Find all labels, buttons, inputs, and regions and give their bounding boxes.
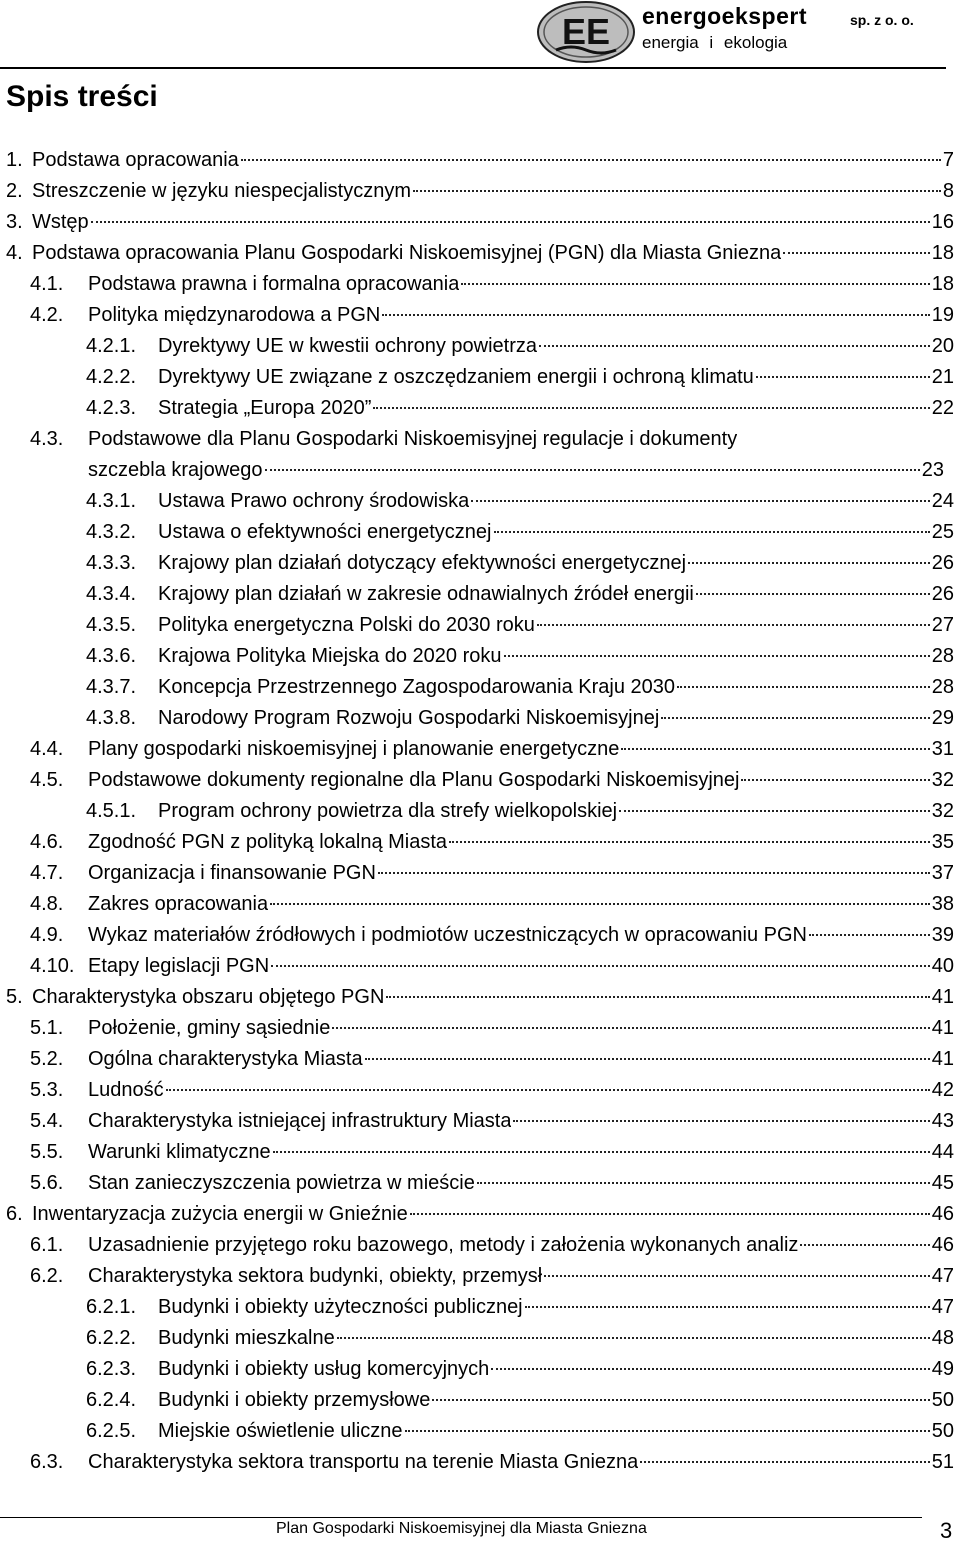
- toc-entry-continuation[interactable]: [88, 455, 944, 485]
- toc-entry-page: 19: [931, 304, 954, 326]
- toc-entry-page: 31: [931, 738, 954, 760]
- toc-entry-number: 4.9.: [30, 924, 64, 946]
- toc-entry[interactable]: [86, 641, 954, 671]
- toc-entry[interactable]: [30, 734, 954, 764]
- toc-entry-page: 28: [931, 676, 954, 698]
- toc-entry-page: 41: [931, 1048, 954, 1070]
- toc-leader-dots: [91, 221, 930, 223]
- toc-entry[interactable]: [30, 1075, 954, 1105]
- toc-entry-page: 26: [931, 583, 954, 605]
- toc-entry[interactable]: [30, 269, 954, 299]
- toc-entry-page: 29: [931, 707, 954, 729]
- toc-entry-page: 21: [931, 366, 954, 388]
- toc-entry-number: 4.3.6.: [86, 645, 137, 667]
- toc-entry-number: 4.7.: [30, 862, 64, 884]
- toc-leader-dots: [166, 1089, 930, 1091]
- toc-entry[interactable]: [86, 610, 954, 640]
- toc-entry[interactable]: [30, 1447, 954, 1477]
- toc-entry-page: 38: [931, 893, 954, 915]
- toc-entry-title: Uzasadnienie przyjętego roku bazowego, metody i założenia wykonanych analiz: [88, 1234, 799, 1256]
- toc-entry[interactable]: [30, 889, 954, 919]
- footer-page-number: 3: [940, 1518, 953, 1543]
- toc-entry[interactable]: [86, 1323, 954, 1353]
- toc-entry[interactable]: [86, 393, 954, 423]
- toc-entry[interactable]: [86, 579, 954, 609]
- toc-entry-title: Krajowy plan działań dotyczący efektywności energetycznej: [158, 552, 687, 574]
- toc-entry-title: Miejskie oświetlenie uliczne: [158, 1420, 403, 1442]
- toc-entry[interactable]: [30, 951, 954, 981]
- toc-leader-dots: [265, 469, 920, 471]
- toc-entry-title: Krajowa Polityka Miejska do 2020 roku: [158, 645, 502, 667]
- toc-entry-title: Ludność: [88, 1079, 164, 1101]
- toc-entry-page: 7: [942, 149, 954, 171]
- toc-entry-number: 6.2.: [30, 1265, 64, 1287]
- toc-entry[interactable]: [30, 1230, 954, 1260]
- footer-divider: [0, 1517, 922, 1518]
- toc-entry-number: 4.2.1.: [86, 335, 137, 357]
- toc-entry[interactable]: [86, 517, 954, 547]
- toc-entry-number: 5.6.: [30, 1172, 64, 1194]
- toc-entry-number: 4.3.1.: [86, 490, 137, 512]
- toc-entry-number: 6.2.1.: [86, 1296, 137, 1318]
- toc-title: Spis treści: [6, 80, 158, 113]
- page-header: [0, 0, 960, 70]
- toc-entry-page: 43: [931, 1110, 954, 1132]
- toc-entry-title-line2: szczebla krajowego: [88, 459, 263, 481]
- toc-entry-title: Charakterystyka obszaru objętego PGN: [32, 986, 385, 1008]
- toc-entry-number: 6.: [6, 1203, 23, 1225]
- toc-entry-title: Wstęp: [32, 211, 89, 233]
- toc-entry[interactable]: [86, 672, 954, 702]
- toc-entry[interactable]: [30, 300, 954, 330]
- toc-entry-page: 27: [931, 614, 954, 636]
- toc-entry-title: Charakterystyka sektora transportu na terenie Miasta Gniezna: [88, 1451, 639, 1473]
- toc-leader-dots: [386, 996, 929, 998]
- toc-entry-title: Ustawa Prawo ochrony środowiska: [158, 490, 470, 512]
- toc-entry[interactable]: [6, 1199, 954, 1229]
- toc-entry-page: 48: [931, 1327, 954, 1349]
- toc-entry-page: 23: [921, 459, 944, 481]
- toc-entry-number: 5.: [6, 986, 23, 1008]
- toc-leader-dots: [378, 872, 930, 874]
- toc-leader-dots: [537, 624, 930, 626]
- toc-entry-title: Dyrektywy UE związane z oszczędzaniem energii i ochroną klimatu: [158, 366, 754, 388]
- toc-leader-dots: [270, 903, 930, 905]
- toc-entry-title: Plany gospodarki niskoemisyjnej i planowanie energetyczne: [88, 738, 620, 760]
- toc-entry-title: Podstawa opracowania: [32, 149, 239, 171]
- toc-entry[interactable]: [30, 920, 954, 950]
- toc-entry-title: Ogólna charakterystyka Miasta: [88, 1048, 363, 1070]
- toc-entry-title: Etapy legislacji PGN: [88, 955, 270, 977]
- toc-entry-number: 4.3.7.: [86, 676, 137, 698]
- toc-leader-dots: [544, 1275, 930, 1277]
- toc-entry-title: Warunki klimatyczne: [88, 1141, 271, 1163]
- toc-entry-number: 5.3.: [30, 1079, 64, 1101]
- toc-entry[interactable]: [30, 1044, 954, 1074]
- toc-entry[interactable]: [6, 176, 954, 206]
- toc-entry-number: 4.6.: [30, 831, 64, 853]
- toc-entry-page: 42: [931, 1079, 954, 1101]
- toc-entry[interactable]: [30, 1013, 954, 1043]
- toc-entry-title: Położenie, gminy sąsiednie: [88, 1017, 331, 1039]
- toc-entry-number: 4.3.: [30, 428, 64, 450]
- toc-entry-page: 41: [931, 986, 954, 1008]
- toc-entry-title: Streszczenie w języku niespecjalistycznym: [32, 180, 412, 202]
- toc-entry[interactable]: [86, 362, 954, 392]
- toc-entry-page: 40: [931, 955, 954, 977]
- toc-entry-page: 25: [931, 521, 954, 543]
- toc-entry-number: 4.2.: [30, 304, 64, 326]
- toc-entry-page: 41: [931, 1017, 954, 1039]
- toc-entry-number: 6.2.4.: [86, 1389, 137, 1411]
- toc-entry-number: 4.2.3.: [86, 397, 137, 419]
- toc-entry-title: Charakterystyka sektora budynki, obiekty, przemysł: [88, 1265, 543, 1287]
- toc-entry[interactable]: [6, 207, 954, 237]
- toc-entry-number: 4.3.3.: [86, 552, 137, 574]
- toc-entry[interactable]: [6, 238, 954, 268]
- toc-entry-page: 51: [931, 1451, 954, 1473]
- toc-entry[interactable]: [86, 331, 954, 361]
- toc-entry-title: Organizacja i finansowanie PGN: [88, 862, 376, 884]
- toc-entry-number: 6.2.2.: [86, 1327, 137, 1349]
- toc-leader-dots: [432, 1399, 929, 1401]
- toc-entry[interactable]: [30, 1137, 954, 1167]
- toc-entry-title: Budynki i obiekty usług komercyjnych: [158, 1358, 490, 1380]
- toc-leader-dots: [783, 252, 930, 254]
- toc-leader-dots: [373, 407, 929, 409]
- toc-entry-page: 50: [931, 1389, 954, 1411]
- toc-entry-page: 49: [931, 1358, 954, 1380]
- toc-leader-dots: [504, 655, 930, 657]
- toc-entry-number: 5.2.: [30, 1048, 64, 1070]
- toc-entry-page: 32: [931, 769, 954, 791]
- toc-entry[interactable]: [30, 1261, 954, 1291]
- energoekspert-logo-icon: [536, 0, 636, 64]
- header-divider: [0, 67, 946, 69]
- toc-leader-dots: [477, 1182, 930, 1184]
- toc-leader-dots: [513, 1120, 929, 1122]
- toc-entry-number: 5.4.: [30, 1110, 64, 1132]
- toc-entry-page: 47: [931, 1296, 954, 1318]
- toc-entry[interactable]: [6, 145, 954, 175]
- toc-entry-number: 4.3.5.: [86, 614, 137, 636]
- toc-entry-title: Podstawowe dokumenty regionalne dla Planu Gospodarki Niskoemisyjnej: [88, 769, 740, 791]
- toc-entry-title: Krajowy plan działań w zakresie odnawialnych źródeł energii: [158, 583, 694, 605]
- toc-entry-title: Program ochrony powietrza dla strefy wielkopolskiej: [158, 800, 618, 822]
- toc-entry-title: Zakres opracowania: [88, 893, 269, 915]
- toc-entry-title: Zgodność PGN z polityką lokalną Miasta: [88, 831, 448, 853]
- toc-entry-number: 6.3.: [30, 1451, 64, 1473]
- toc-leader-dots: [677, 686, 930, 688]
- brand-name: energoekspert: [642, 3, 808, 29]
- toc-entry[interactable]: [30, 1168, 954, 1198]
- toc-entry-number: 4.3.2.: [86, 521, 137, 543]
- toc-entry-title: Budynki i obiekty przemysłowe: [158, 1389, 431, 1411]
- toc-leader-dots: [461, 283, 929, 285]
- toc-entry[interactable]: [30, 858, 954, 888]
- toc-entry-number: 4.8.: [30, 893, 64, 915]
- toc-leader-dots: [271, 965, 930, 967]
- toc-entry-title: Dyrektywy UE w kwestii ochrony powietrza: [158, 335, 537, 357]
- toc-entry-number: 4.5.1.: [86, 800, 137, 822]
- toc-leader-dots: [619, 810, 930, 812]
- toc-leader-dots: [405, 1430, 930, 1432]
- toc-leader-dots: [410, 1213, 930, 1215]
- toc-leader-dots: [365, 1058, 930, 1060]
- toc-entry-page: 39: [931, 924, 954, 946]
- toc-entry-title: Stan zanieczyszczenia powietrza w mieście: [88, 1172, 475, 1194]
- toc-entry[interactable]: [30, 765, 954, 795]
- toc-entry-page: 8: [942, 180, 954, 202]
- toc-entry[interactable]: [86, 1292, 954, 1322]
- toc-leader-dots: [756, 376, 930, 378]
- toc-leader-dots: [273, 1151, 930, 1153]
- toc-entry-number: 6.2.5.: [86, 1420, 137, 1442]
- toc-entry-page: 20: [931, 335, 954, 357]
- toc-entry[interactable]: [86, 1385, 954, 1415]
- toc-leader-dots: [525, 1306, 930, 1308]
- toc-leader-dots: [640, 1461, 929, 1463]
- toc-entry-number: 5.1.: [30, 1017, 64, 1039]
- toc-leader-dots: [337, 1337, 930, 1339]
- toc-entry-page: 22: [931, 397, 954, 419]
- toc-entry-page: 47: [931, 1265, 954, 1287]
- toc-entry-page: 44: [931, 1141, 954, 1163]
- toc-entry-number: 4.1.: [30, 273, 64, 295]
- toc-entry-number: 5.5.: [30, 1141, 64, 1163]
- toc-entry-page: 32: [931, 800, 954, 822]
- toc-entry-number: 4.3.8.: [86, 707, 137, 729]
- toc-entry-number: 4.2.2.: [86, 366, 137, 388]
- toc-leader-dots: [332, 1027, 929, 1029]
- logo-letters: EE: [561, 11, 611, 52]
- toc-entry[interactable]: [86, 486, 954, 516]
- toc-entry-page: 50: [931, 1420, 954, 1442]
- toc-entry-title: Strategia „Europa 2020”: [158, 397, 372, 419]
- toc-leader-dots: [241, 159, 941, 161]
- toc-entry-page: 16: [931, 211, 954, 233]
- toc-entry-title: Budynki mieszkalne: [158, 1327, 335, 1349]
- toc-entry-number: 4.5.: [30, 769, 64, 791]
- toc-entry[interactable]: [86, 703, 954, 733]
- toc-leader-dots: [696, 593, 930, 595]
- toc-entry-number: 2.: [6, 180, 23, 202]
- toc-entry[interactable]: [86, 548, 954, 578]
- toc-entry-title: Ustawa o efektywności energetycznej: [158, 521, 492, 543]
- toc-leader-dots: [449, 841, 930, 843]
- footer-title: Plan Gospodarki Niskoemisyjnej dla Miasta Gniezna: [276, 1520, 647, 1537]
- toc-leader-dots: [741, 779, 929, 781]
- toc-entry-number: 6.2.3.: [86, 1358, 137, 1380]
- toc-leader-dots: [494, 531, 930, 533]
- toc-entry-title: Koncepcja Przestrzennego Zagospodarowania Kraju 2030: [158, 676, 676, 698]
- toc-entry-title: Podstawa prawna i formalna opracowania: [88, 273, 460, 295]
- toc-entry[interactable]: [86, 1416, 954, 1446]
- toc-entry-page: 18: [931, 273, 954, 295]
- toc-leader-dots: [800, 1244, 929, 1246]
- toc-entry[interactable]: [86, 1354, 954, 1384]
- toc-entry-title: Inwentaryzacja zużycia energii w Gnieźnie: [32, 1203, 408, 1225]
- toc-entry[interactable]: [30, 424, 944, 454]
- toc-leader-dots: [809, 934, 930, 936]
- toc-entry[interactable]: [30, 1106, 954, 1136]
- toc-entry-title: Wykaz materiałów źródłowych i podmiotów uczestniczących w opracowaniu PGN: [88, 924, 807, 946]
- toc-entry[interactable]: [6, 982, 954, 1012]
- toc-entry-page: 46: [931, 1234, 954, 1256]
- toc-leader-dots: [471, 500, 930, 502]
- toc-entry-number: 4.4.: [30, 738, 64, 760]
- toc-entry-title: Charakterystyka istniejącej infrastruktury Miasta: [88, 1110, 512, 1132]
- toc-entry-number: 4.10.: [30, 955, 75, 977]
- toc-leader-dots: [661, 717, 929, 719]
- toc-leader-dots: [539, 345, 930, 347]
- toc-entry[interactable]: [86, 796, 954, 826]
- toc-entry-title: Polityka międzynarodowa a PGN: [88, 304, 381, 326]
- toc-entry-number: 4.: [6, 242, 23, 264]
- toc-entry-page: 26: [931, 552, 954, 574]
- toc-entry-title: Podstawowe dla Planu Gospodarki Niskoemisyjnej regulacje i dokumenty: [88, 428, 738, 450]
- toc-entry-title: Budynki i obiekty użyteczności publicznej: [158, 1296, 523, 1318]
- toc-entry-page: 37: [931, 862, 954, 884]
- toc-leader-dots: [621, 748, 929, 750]
- brand-suffix: sp. z o. o.: [850, 12, 914, 28]
- toc-leader-dots: [382, 314, 929, 316]
- toc-entry-page: 35: [931, 831, 954, 853]
- toc-leader-dots: [688, 562, 930, 564]
- toc-entry-title: Polityka energetyczna Polski do 2030 roku: [158, 614, 535, 636]
- toc-entry-number: 6.1.: [30, 1234, 64, 1256]
- toc-entry-page: 46: [931, 1203, 954, 1225]
- toc-entry-page: 18: [931, 242, 954, 264]
- toc-entry-number: 1.: [6, 149, 23, 171]
- toc-entry-page: 45: [931, 1172, 954, 1194]
- toc-entry-number: 4.3.4.: [86, 583, 137, 605]
- toc-entry-title: Narodowy Program Rozwoju Gospodarki Niskoemisyjnej: [158, 707, 660, 729]
- toc-entry-page: 24: [931, 490, 954, 512]
- toc-leader-dots: [413, 190, 941, 192]
- toc-entry-title: Podstawa opracowania Planu Gospodarki Niskoemisyjnej (PGN) dla Miasta Gniezna: [32, 242, 782, 264]
- brand-tagline: energia i ekologia: [642, 33, 788, 52]
- toc-entry-page: 28: [931, 645, 954, 667]
- toc-leader-dots: [491, 1368, 929, 1370]
- toc-entry-number: 3.: [6, 211, 23, 233]
- toc-entry[interactable]: [30, 827, 954, 857]
